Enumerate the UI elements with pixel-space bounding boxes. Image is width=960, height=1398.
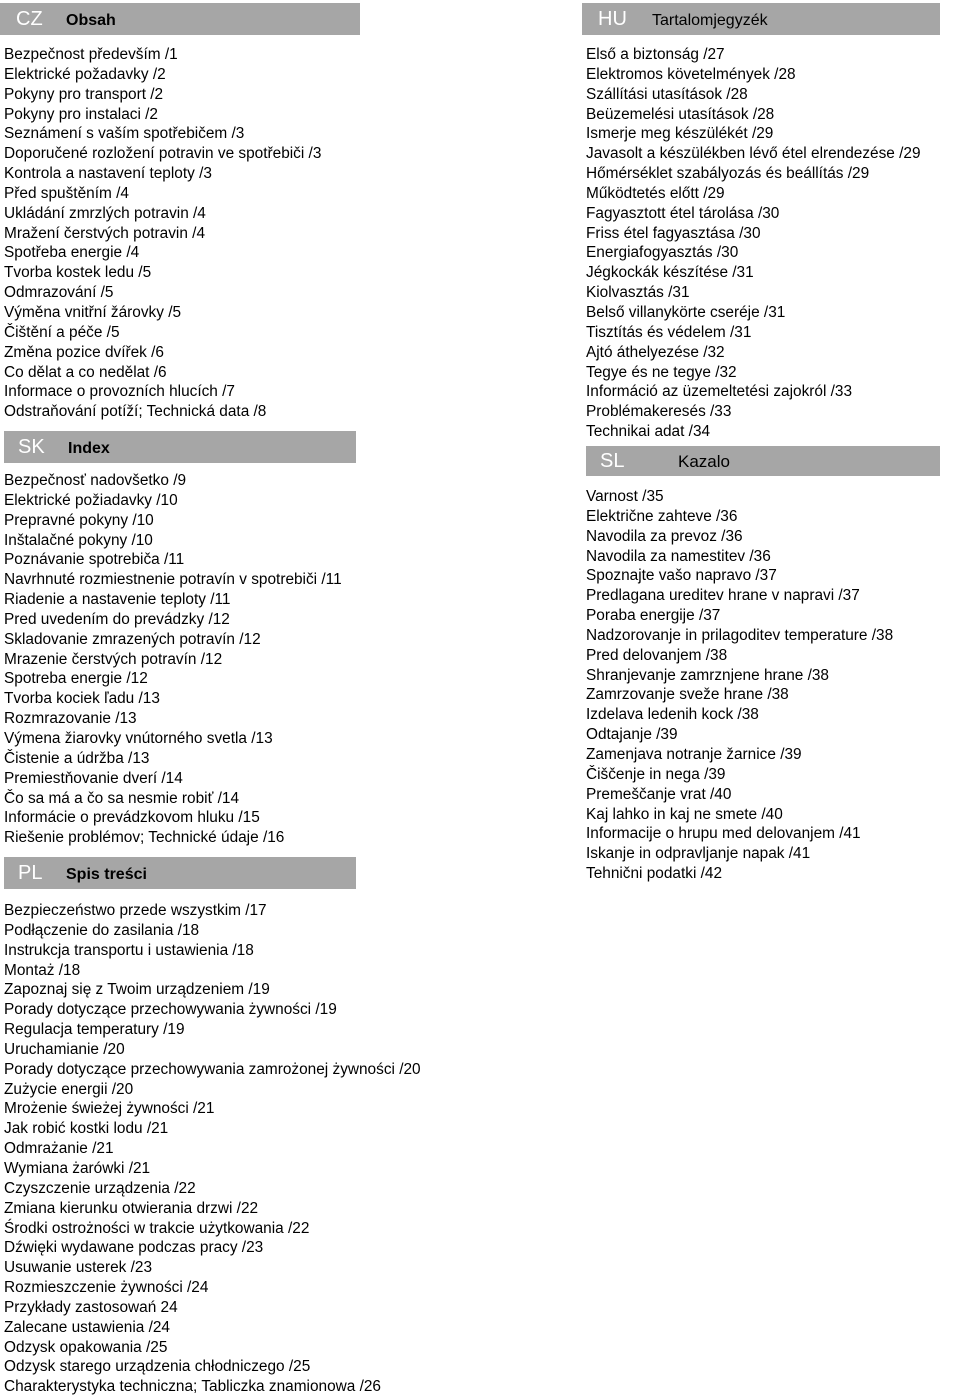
toc-entry: Jégkockák készítése /31 bbox=[586, 264, 754, 282]
toc-entry: Prepravné pokyny /10 bbox=[4, 511, 154, 529]
toc-entry: Javasolt a készülékben lévő étel elrendezése /29 bbox=[586, 145, 921, 163]
toc-entry: Hőmérséklet szabályozás és beállítás /29 bbox=[586, 165, 870, 183]
toc-entry: Instrukcja transportu i ustawienia /18 bbox=[4, 941, 254, 959]
toc-entry: Informácie o prevádzkovom hluku /15 bbox=[4, 809, 260, 827]
toc-entry: Premeščanje vrat /40 bbox=[586, 785, 732, 803]
section-sk bbox=[4, 431, 356, 848]
toc-entry: Čištění a péče /5 bbox=[4, 323, 120, 341]
toc-entry: Mražení čerstvých potravin /4 bbox=[4, 224, 206, 242]
toc-entry: Információ az üzemeltetési zajokról /33 bbox=[586, 383, 853, 401]
toc-entry: Energiafogyasztás /30 bbox=[586, 244, 739, 262]
toc-entry: Zmiana kierunku otwierania drzwi /22 bbox=[4, 1199, 259, 1217]
toc-entry: Czyszczenie urządzenia /22 bbox=[4, 1179, 196, 1197]
toc-entry: Odmrazování /5 bbox=[4, 284, 114, 302]
toc-entry: Čiščenje in nega /39 bbox=[586, 765, 726, 783]
section-title: Index bbox=[68, 440, 110, 457]
toc-entry: Doporučené rozložení potravin ve spotřebiči /3 bbox=[4, 145, 322, 163]
toc-entry: Środki ostrożności w trakcie użytkowania /22 bbox=[4, 1219, 310, 1237]
toc-entry: Első a biztonság /27 bbox=[586, 46, 725, 63]
toc-entry: Pred uvedením do prevádzky /12 bbox=[4, 610, 230, 628]
toc-entry: Električne zahteve /36 bbox=[586, 507, 738, 525]
toc-entry: Bezpieczeństwo przede wszystkim /17 bbox=[4, 902, 267, 919]
toc-entry: Zalecane ustawienia /24 bbox=[4, 1318, 170, 1336]
toc-entry: Spoznajte vašo napravo /37 bbox=[586, 567, 777, 585]
toc-entry: Výmena žiarovky vnútorného svetla /13 bbox=[4, 729, 273, 747]
toc-entry: Bezpečnosť nadovšetko /9 bbox=[4, 472, 187, 489]
language-code: SL bbox=[600, 450, 625, 472]
toc-entry: Zamrzovanje sveže hrane /38 bbox=[586, 686, 789, 704]
toc-entry: Navrhnuté rozmiestnenie potravín v spotrebiči /11 bbox=[4, 571, 342, 589]
toc-entry: Problémakeresés /33 bbox=[586, 403, 732, 421]
section-hu bbox=[582, 3, 940, 442]
toc-entry: Iskanje in odpravljanje napak /41 bbox=[586, 845, 811, 863]
toc-entry: Regulacja temperatury /19 bbox=[4, 1021, 185, 1039]
toc-entry: Montaż /18 bbox=[4, 961, 81, 979]
toc-entry: Dźwięki wydawane podczas pracy /23 bbox=[4, 1239, 264, 1257]
section-title: Spis treści bbox=[66, 866, 147, 883]
toc-entry: Odmrażanie /21 bbox=[4, 1140, 114, 1158]
toc-entry: Mrożenie świeżej żywności /21 bbox=[4, 1100, 215, 1118]
toc-entry: Pred delovanjem /38 bbox=[586, 646, 728, 664]
toc-entry: Odzysk starego urządzenia chłodniczego /25 bbox=[4, 1358, 311, 1376]
toc-entry: Tehnični podatki /42 bbox=[586, 865, 723, 883]
toc-entry: Belső villanykörte cseréje /31 bbox=[586, 303, 786, 321]
toc-entry: Navodila za namestitev /36 bbox=[586, 547, 771, 565]
toc-entry: Shranjevanje zamrznjene hrane /38 bbox=[586, 666, 829, 684]
toc-entry: Riešenie problémov; Technické údaje /16 bbox=[4, 829, 285, 847]
section-header-hu bbox=[582, 3, 940, 35]
toc-entry: Kontrola a nastavení teploty /3 bbox=[4, 165, 212, 183]
toc-entry: Změna pozice dvířek /6 bbox=[4, 343, 164, 361]
toc-entry: Porady dotyczące przechowywania żywności /19 bbox=[4, 1001, 337, 1019]
language-code: PL bbox=[18, 862, 43, 884]
toc-entry: Charakterystyka techniczna; Tabliczka znamionowa /26 bbox=[4, 1378, 381, 1396]
toc-entry: Mrazenie čerstvých potravín /12 bbox=[4, 650, 223, 668]
language-code: SK bbox=[18, 436, 45, 458]
toc-entry: Tegye és ne tegye /32 bbox=[586, 363, 737, 381]
toc-entry: Ukládání zmrzlých potravin /4 bbox=[4, 204, 206, 222]
toc-list-sl bbox=[582, 487, 940, 884]
toc-entry: Elektromos követelmények /28 bbox=[586, 65, 796, 83]
toc-entry: Pokyny pro instalaci /2 bbox=[4, 105, 158, 123]
toc-list-cz bbox=[0, 45, 360, 422]
toc-entry: Tisztítás és védelem /31 bbox=[586, 323, 752, 341]
section-pl bbox=[4, 857, 421, 1397]
toc-entry: Bezpečnost především /1 bbox=[4, 46, 178, 63]
toc-entry: Ajtó áthelyezése /32 bbox=[586, 343, 725, 361]
section-title: Obsah bbox=[66, 12, 116, 29]
toc-entry: Skladovanie zmrazených potravín /12 bbox=[4, 630, 261, 648]
section-header-pl bbox=[4, 857, 356, 889]
toc-entry: Spotreba energie /12 bbox=[4, 670, 148, 688]
toc-entry: Technikai adat /34 bbox=[586, 423, 711, 441]
toc-entry: Informacije o hrupu med delovanjem /41 bbox=[586, 825, 861, 843]
section-cz bbox=[0, 3, 360, 422]
toc-entry: Podłączenie do zasilania /18 bbox=[4, 921, 200, 939]
toc-entry: Před spuštěním /4 bbox=[4, 184, 129, 202]
toc-list-hu bbox=[582, 45, 940, 442]
section-sl bbox=[586, 446, 940, 884]
toc-entry: Navodila za prevoz /36 bbox=[586, 527, 743, 545]
toc-entry: Fagyasztott étel tárolása /30 bbox=[586, 204, 780, 222]
section-title: Tartalomjegyzék bbox=[652, 12, 768, 29]
toc-entry: Čistenie a údržba /13 bbox=[4, 749, 150, 767]
section-title: Kazalo bbox=[678, 452, 730, 471]
toc-entry: Przykłady zastosowań 24 bbox=[4, 1298, 178, 1316]
toc-list-pl bbox=[0, 901, 421, 1397]
toc-entry: Wymiana żarówki /21 bbox=[4, 1159, 151, 1177]
toc-entry: Zamenjava notranje žarnice /39 bbox=[586, 745, 802, 763]
toc-entry: Pokyny pro transport /2 bbox=[4, 85, 164, 103]
toc-entry: Nadzorovanje in prilagoditev temperature /38 bbox=[586, 626, 894, 644]
toc-entry: Výměna vnitřní žárovky /5 bbox=[4, 303, 182, 321]
section-header-sl bbox=[586, 446, 940, 476]
language-code: HU bbox=[598, 8, 627, 30]
toc-entry: Varnost /35 bbox=[586, 488, 664, 505]
toc-entry: Rozmrazovanie /13 bbox=[4, 710, 137, 728]
toc-entry: Tvorba kociek ľadu /13 bbox=[4, 690, 160, 708]
toc-entry: Működtetés előtt /29 bbox=[586, 184, 725, 202]
toc-entry: Spotřeba energie /4 bbox=[4, 244, 140, 262]
toc-entry: Odstraňování potíží; Technická data /8 bbox=[4, 403, 267, 421]
toc-entry: Uruchamianie /20 bbox=[4, 1040, 125, 1058]
toc-entry: Elektrické požadavky /2 bbox=[4, 65, 166, 83]
toc-list-sk bbox=[0, 471, 356, 848]
toc-entry: Friss étel fagyasztása /30 bbox=[586, 224, 761, 242]
section-header-cz bbox=[0, 3, 360, 35]
toc-entry: Szállítási utasítások /28 bbox=[586, 85, 748, 103]
toc-entry: Tvorba kostek ledu /5 bbox=[4, 264, 152, 282]
toc-entry: Co dělat a co nedělat /6 bbox=[4, 363, 167, 381]
toc-entry: Inštalačné pokyny /10 bbox=[4, 531, 153, 549]
toc-entry: Jak robić kostki lodu /21 bbox=[4, 1120, 169, 1138]
toc-entry: Seznámení s vaším spotřebičem /3 bbox=[4, 125, 245, 143]
toc-entry: Premiestňovanie dverí /14 bbox=[4, 769, 183, 787]
toc-entry: Beüzemelési utasítások /28 bbox=[586, 105, 775, 123]
toc-entry: Riadenie a nastavenie teploty /11 bbox=[4, 591, 231, 609]
section-header-sk bbox=[4, 431, 356, 463]
language-code: CZ bbox=[16, 8, 43, 30]
toc-entry: Informace o provozních hlucích /7 bbox=[4, 383, 235, 401]
toc-entry: Odzysk opakowania /25 bbox=[4, 1338, 168, 1356]
toc-entry: Zapoznaj się z Twoim urządzeniem /19 bbox=[4, 981, 270, 999]
toc-entry: Zużycie energii /20 bbox=[4, 1080, 134, 1098]
toc-entry: Porady dotyczące przechowywania zamrożonej żywności /20 bbox=[4, 1060, 421, 1078]
toc-entry: Ismerje meg készülékét /29 bbox=[586, 125, 774, 143]
toc-entry: Kiolvasztás /31 bbox=[586, 284, 690, 302]
toc-entry: Usuwanie usterek /23 bbox=[4, 1259, 152, 1277]
toc-entry: Predlagana ureditev hrane v napravi /37 bbox=[586, 587, 860, 605]
toc-entry: Odtajanje /39 bbox=[586, 726, 678, 744]
toc-entry: Poraba energije /37 bbox=[586, 607, 721, 625]
toc-entry: Čo sa má a čo sa nesmie robiť /14 bbox=[4, 789, 240, 807]
toc-entry: Elektrické požiadavky /10 bbox=[4, 491, 178, 509]
toc-entry: Poznávanie spotrebiča /11 bbox=[4, 551, 185, 569]
toc-entry: Rozmieszczenie żywności /24 bbox=[4, 1279, 209, 1297]
toc-entry: Kaj lahko in kaj ne smete /40 bbox=[586, 805, 783, 823]
toc-entry: Izdelava ledenih kock /38 bbox=[586, 706, 759, 724]
